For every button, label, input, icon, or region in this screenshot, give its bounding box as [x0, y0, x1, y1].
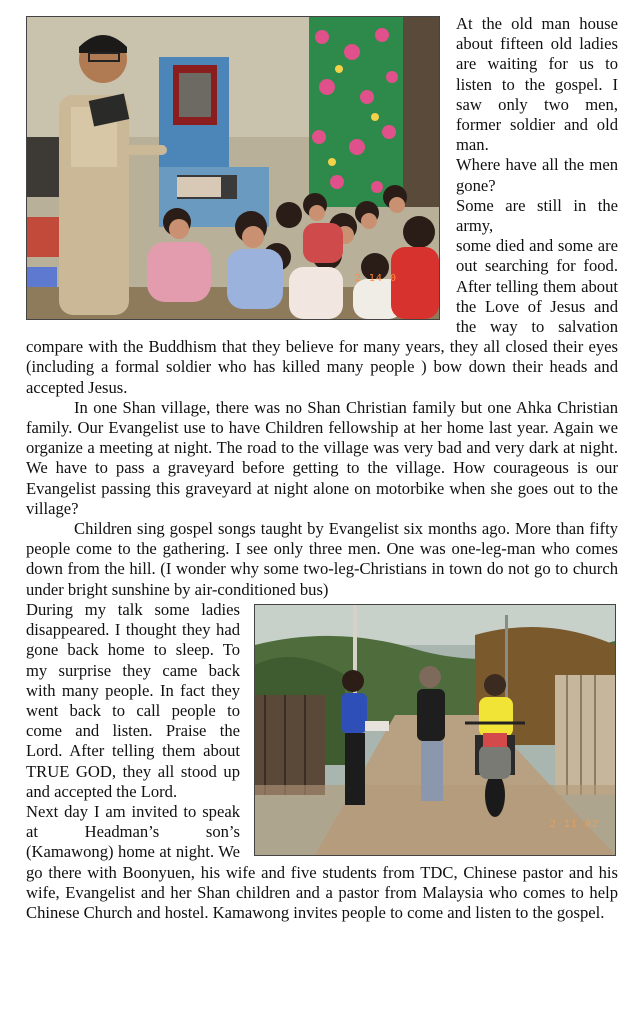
paragraph-headman: Next day I am invited to speak at Headman’s son’s (Kamawong) home at night. We go there with Boonyuen, his wife and five students from TDC, Chinese pastor and his wife, Evangelist and her Shan children and a pastor from Malaysia who comes to help Chinese Church and hostel. Kamawong invites people to come and listen to the gospel.	[26, 801, 618, 922]
newsletter-page	[26, 14, 618, 923]
paragraph-army: Some are still in the army,	[456, 195, 618, 236]
photo-village-road	[254, 604, 616, 856]
photo-date-stamp: 2 14 0	[354, 272, 397, 284]
photo-date-stamp: 2 11 02	[549, 818, 599, 830]
paragraph-question: Where have all the men gone?	[456, 155, 618, 195]
paragraph-salvation: some died and some are out searching for food. After telling them about the Love of Jesus and the way to salvation compare with the Buddhism that they believe for many years, they all closed their eyes (including a formal soldier who has killed many people ) bow down their heads and accepted Jesus.	[26, 236, 618, 397]
paragraph-shan-village: In one Shan village, there was no Shan Christian family but one Ahka Christian family. Our Evangelist use to have Children fellowship at her home last year. Again we organize a meeting at night. The road to the village was very bad and very dark at night. We have to pass a graveyard before getting to the village. How courageous is our Evangelist passing this graveyard at night alone on motorbike when she goes out to the village?	[26, 397, 618, 518]
paragraph-ladies-disappeared: During my talk some ladies disappeared. I thought they had gone back home to sleep. To my surprise they came back with many people. In fact they went back to call people to come and listen. Praise the Lord. After telling them about TRUE GOD, they all stood up and accepted the Lord.	[26, 599, 240, 801]
paragraph-old-man-house: At the old man house about fifteen old ladies are waiting for us to listen to the gospel. I saw only two men, former soldier and old man.	[456, 14, 618, 155]
paragraph-children-sing: Children sing gospel songs taught by Evangelist six months ago. More than fifty people come to the gathering. I see only three men. One was one-leg-man who comes down from the hill. (I wonder why some two-leg-Christians in town do not go to church under bright sunshine by air-conditioned bus)	[26, 519, 618, 599]
photo-gospel-meeting	[26, 16, 440, 320]
